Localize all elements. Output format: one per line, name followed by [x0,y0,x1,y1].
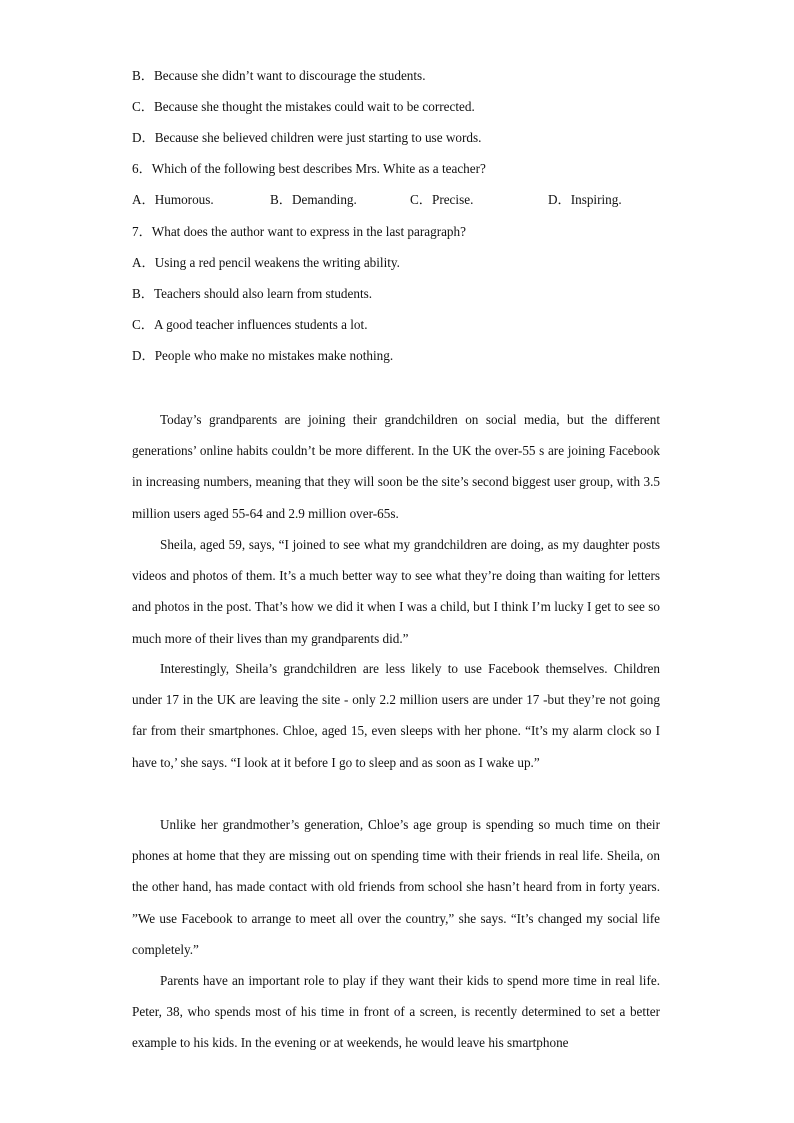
q7-option-c: C．A good teacher influences students a lot. [132,317,368,332]
passage-paragraph-2: Sheila, aged 59, says, “I joined to see what my grandchildren are doing, as my daughter posts videos and photos of them. It’s a much better way to see what they’re doing than waiting for letters and photos in the post. That’s how we did it when I was a child, but I think I’m lucky I get to see so much more of their lives than my grandparents did.” [132,537,660,646]
q6-option-a: A．Humorous. [132,192,214,207]
q5-option-d: D．Because she believed children were just starting to use words. [132,130,482,145]
q7-option-a: A．Using a red pencil weakens the writing ability. [132,255,400,270]
passage-paragraph-3: Interestingly, Sheila’s grandchildren are less likely to use Facebook themselves. Children under 17 in the UK are leaving the site - only 2.2 million users are under 17 -but they’re not going far from their smartphones. Chloe, aged 15, even sleeps with her phone. “It’s my alarm clock so I have to,’ she says. “I look at it before I go to sleep and as soon as I wake up.” [132,661,660,770]
passage-paragraph-5: Parents have an important role to play if they want their kids to spend more time in real life. Peter, 38, who spends most of his time in front of a screen, is recently determined to set a better example to his kids. In the evening or at weekends, he would leave his smartphone [132,973,660,1051]
q6-options [132,192,672,208]
q7-stem: 7．What does the author want to express in the last paragraph? [132,224,466,239]
q6-option-d: D．Inspiring. [548,192,622,207]
q5-option-c: C．Because she thought the mistakes could wait to be corrected. [132,99,475,114]
q5-option-b: B．Because she didn’t want to discourage the students. [132,68,426,83]
passage-paragraph-1: Today’s grandparents are joining their grandchildren on social media, but the different generations’ online habits couldn’t be more different. In the UK the over-55 s are joining Facebook in increasing numbers, meaning that they will soon be the site’s second biggest user group, with 3.5 million users aged 55-64 and 2.9 million over-65s. [132,412,660,521]
passage-paragraph-4: Unlike her grandmother’s generation, Chloe’s age group is spending so much time on their phones at home that they are missing out on spending time with their friends in real life. Sheila, on the other hand, has made contact with old friends from school she hasn’t heard from in forty years. ”We use Facebook to arrange to meet all over the country,” she says. “It’s changed my social life completely.” [132,817,660,957]
q6-stem: 6．Which of the following best describes Mrs. White as a teacher? [132,161,486,176]
q7-option-b: B．Teachers should also learn from students. [132,286,373,301]
q7-option-d: D．People who make no mistakes make nothing. [132,348,394,363]
q6-option-b: B．Demanding. [270,192,357,207]
q6-option-c: C．Precise. [410,192,474,207]
